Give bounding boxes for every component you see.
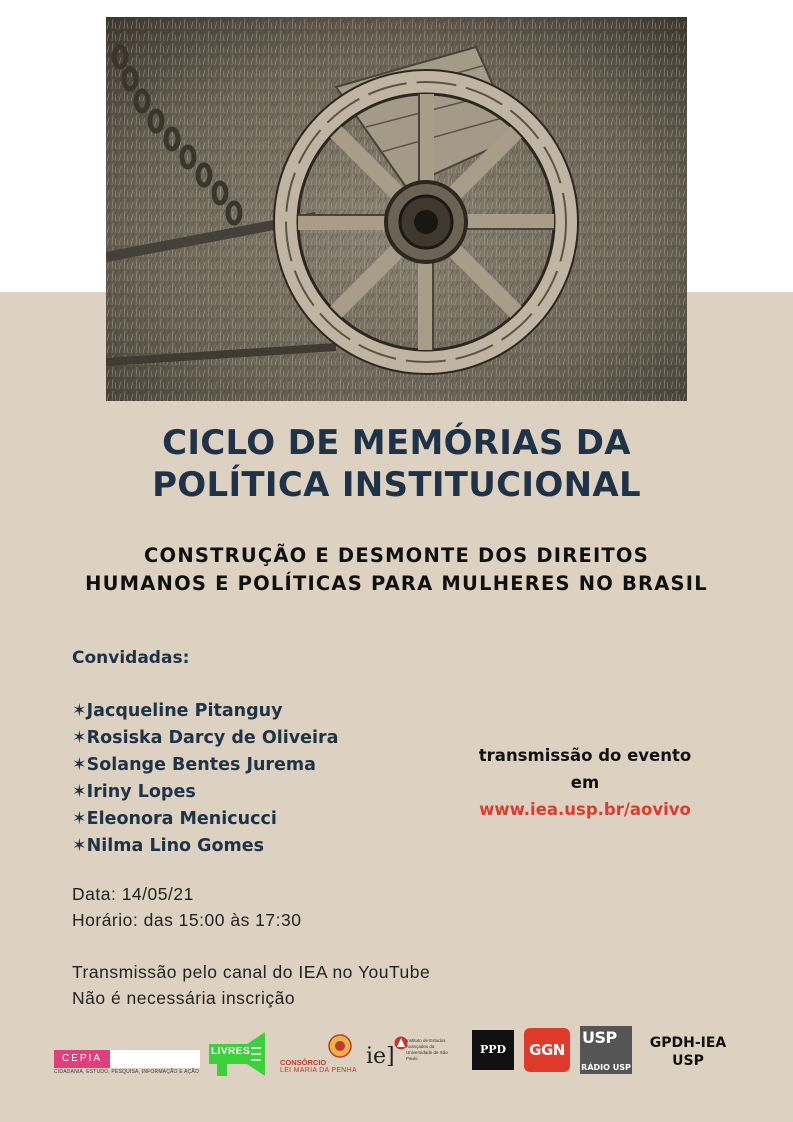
cepia-name: CEPIA: [54, 1050, 110, 1068]
gpdh-line-1: GPDH-IEA: [649, 1035, 727, 1051]
guest-item: ✶Rosiska Darcy de Oliveira: [72, 728, 339, 748]
consorcio-emblem-icon: [280, 1034, 356, 1060]
usp-text: USP: [582, 1028, 617, 1047]
guests-heading: Convidadas:: [72, 648, 190, 668]
transmission-info: [440, 742, 730, 823]
ggn-logo: GGN: [524, 1028, 570, 1072]
guest-item: ✶Eleonora Menicucci: [72, 809, 277, 829]
transmission-line-1: transmissão do evento: [478, 746, 692, 765]
stream-link[interactable]: www.iea.usp.br/aovivo: [479, 800, 691, 819]
consorcio-line-2: LEI MARIA DA PENHA: [280, 1067, 357, 1074]
radio-usp-logo: [580, 1026, 632, 1074]
iea-description: Instituto de Estudos Avançados da Universidade de São Paulo: [406, 1038, 448, 1061]
registration-note: Não é necessária inscrição: [72, 988, 296, 1008]
gpdh-logo: [640, 1034, 736, 1070]
ppd-logo: PPD: [472, 1030, 514, 1070]
guest-list: [72, 698, 338, 860]
guest-item: ✶Iriny Lopes: [72, 782, 196, 802]
cepia-logo: [54, 1050, 200, 1078]
livres-text: LIVRES: [211, 1046, 251, 1057]
event-time: Horário: das 15:00 às 17:30: [72, 910, 302, 930]
guest-item: ✶Solange Bentes Jurema: [72, 755, 316, 775]
partner-logos: [0, 1022, 793, 1122]
event-title: [0, 422, 793, 506]
gpdh-line-2: USP: [672, 1053, 704, 1069]
wagon-wheel-photo: [106, 17, 687, 401]
consorcio-logo: [280, 1034, 356, 1084]
cepia-tagline: CIDADANIA, ESTUDO, PESQUISA, INFORMAÇÃO E AÇÃO: [54, 1069, 200, 1075]
subtitle-line-2: HUMANOS E POLÍTICAS PARA MULHERES NO BRASIL: [85, 572, 708, 595]
subtitle-line-1: CONSTRUÇÃO E DESMONTE DOS DIREITOS: [144, 544, 649, 567]
event-date: Data: 14/05/21: [72, 884, 194, 904]
iea-mark: ie]: [366, 1044, 395, 1069]
consorcio-line-1: CONSÓRCIO: [280, 1058, 327, 1067]
title-line-2: POLÍTICA INSTITUCIONAL: [152, 465, 641, 505]
guest-item: ✶Nilma Lino Gomes: [72, 836, 265, 856]
livres-logo: [207, 1030, 269, 1078]
transmission-line-2: em: [570, 773, 600, 792]
channel-note: Transmissão pelo canal do IEA no YouTube: [72, 962, 431, 982]
radio-usp-text: RÁDIO USP: [581, 1063, 631, 1072]
guest-item: ✶Jacqueline Pitanguy: [72, 701, 283, 721]
title-line-1: CICLO DE MEMÓRIAS DA: [162, 423, 631, 463]
iea-logo: [366, 1036, 456, 1084]
event-subtitle: [0, 542, 793, 598]
